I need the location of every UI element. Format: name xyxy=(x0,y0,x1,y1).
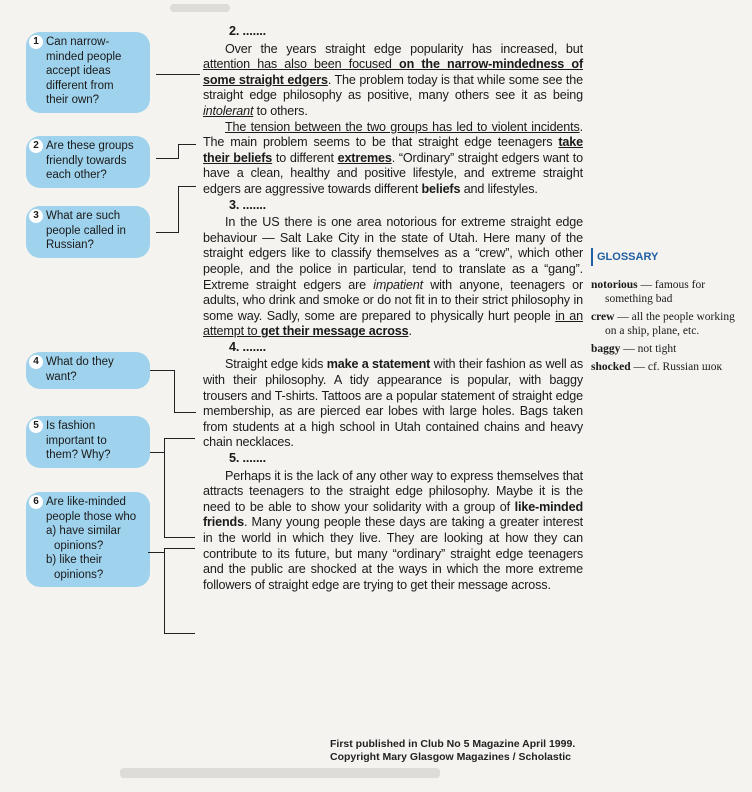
connector-line-4 xyxy=(150,370,175,413)
source-credit: First published in Club No 5 Magazine April 1999. Copyright Mary Glasgow Magazines / Scholastic xyxy=(330,738,576,763)
section-heading-2: 2. ....... xyxy=(229,24,266,38)
connector-line-3 xyxy=(156,186,179,233)
article xyxy=(203,24,583,593)
question-3 xyxy=(26,206,150,258)
question-text: What are such people called in Russian? xyxy=(46,210,126,251)
question-number: 4 xyxy=(29,355,43,369)
glossary xyxy=(591,248,741,378)
paragraph-3: The tension between the two groups has led to violent incidents. The main problem seems to be that straight edge teenagers take their beliefs to different extremes. “Ordinary” straight edgers want to have a clean, healthy and positive lifestyle, and extreme straight edgers are aggressive towards different beliefs and lifestyles. xyxy=(203,119,583,196)
connector-line-1 xyxy=(156,74,200,75)
scan-smudge-bottom xyxy=(120,768,440,778)
question-number: 6 xyxy=(29,495,43,509)
connector-line-3b xyxy=(178,186,196,187)
connector-line-4b xyxy=(174,412,196,413)
connector-line-2 xyxy=(156,144,179,159)
section-heading-3: 3. ....... xyxy=(229,197,266,212)
question-text: What do they want? xyxy=(46,356,114,383)
question-text: Can narrow- minded people accept ideas different from their own? xyxy=(46,36,122,106)
question-4 xyxy=(26,352,150,389)
paragraph-2: Over the years straight edge popularity has increased, but attention has also been focused on the narrow-mindedness of some straight edgers. The problem today is that while some see the straight edge philosophy as positive, many others see it as being intolerant to others. xyxy=(203,41,583,118)
connector-line-5 xyxy=(164,438,195,538)
glossary-entry: shocked — cf. Russian шок xyxy=(591,361,723,373)
question-number: 1 xyxy=(29,35,43,49)
glossary-entry: notorious — famous for something bad xyxy=(591,279,706,305)
paragraph-6: Perhaps it is the lack of any other way to express themselves that attracts teenagers to the straight edge philosophy. Maybe it is the need to be able to show your solidarity with a group of like-minded friends. Many young people these days are taking a greater interest in the world in which they live. They are looking at how they can contribute to its future, but many “ordinary” straight edge teenagers and the public are shocked at the ways in which the more extreme followers of straight edge are trying to get their message across. xyxy=(203,468,583,592)
connector-line-2b xyxy=(178,144,196,145)
question-5 xyxy=(26,416,150,468)
question-number: 2 xyxy=(29,139,43,153)
question-2 xyxy=(26,136,150,188)
question-number: 5 xyxy=(29,419,43,433)
glossary-entry: crew — all the people working on a ship, plane, etc. xyxy=(591,311,735,337)
question-text: Are these groups friendly towards each other? xyxy=(46,140,134,181)
question-6 xyxy=(26,492,150,587)
question-1 xyxy=(26,32,150,113)
paragraph-5: Straight edge kids make a statement with their fashion as well as with their philosophy. A tidy appearance is popular, with baggy trousers and T-shirts. Tattoos are a popular statement of straight edge membership, as are pierced ear lobes with large holes. Bags taken from students at a high school in Utah contained chains and heavy chain necklaces. xyxy=(203,357,583,450)
connector-line-6b xyxy=(148,552,164,553)
question-text: Are like-minded people those who a) have similar opinions? b) like their opinions? xyxy=(46,496,137,581)
question-number: 3 xyxy=(29,209,43,223)
connector-line-5b xyxy=(150,452,164,453)
section-heading-4: 4. ....... xyxy=(229,339,266,354)
glossary-entry: baggy — not tight xyxy=(591,343,677,355)
glossary-title: GLOSSARY xyxy=(591,248,741,266)
section-heading-5: 5. ....... xyxy=(229,451,266,466)
connector-line-6 xyxy=(164,548,195,634)
question-text: Is fashion important to them? Why? xyxy=(46,420,111,461)
scan-smudge-top xyxy=(170,4,230,12)
paragraph-4: In the US there is one area notorious for extreme straight edge behaviour — Salt Lake City in the state of Utah. Here many of the straight edgers like to classify themselves as a “crew”, which other people, and the police in particular, tend to translate as a “gang”. Extreme straight edgers are impatient with anyone, teenagers or adults, who drink and smoke or do not fit in to their strict philosophy in some way. Sadly, some are prepared to physically hurt people in an attempt to get their message across. xyxy=(203,215,583,339)
